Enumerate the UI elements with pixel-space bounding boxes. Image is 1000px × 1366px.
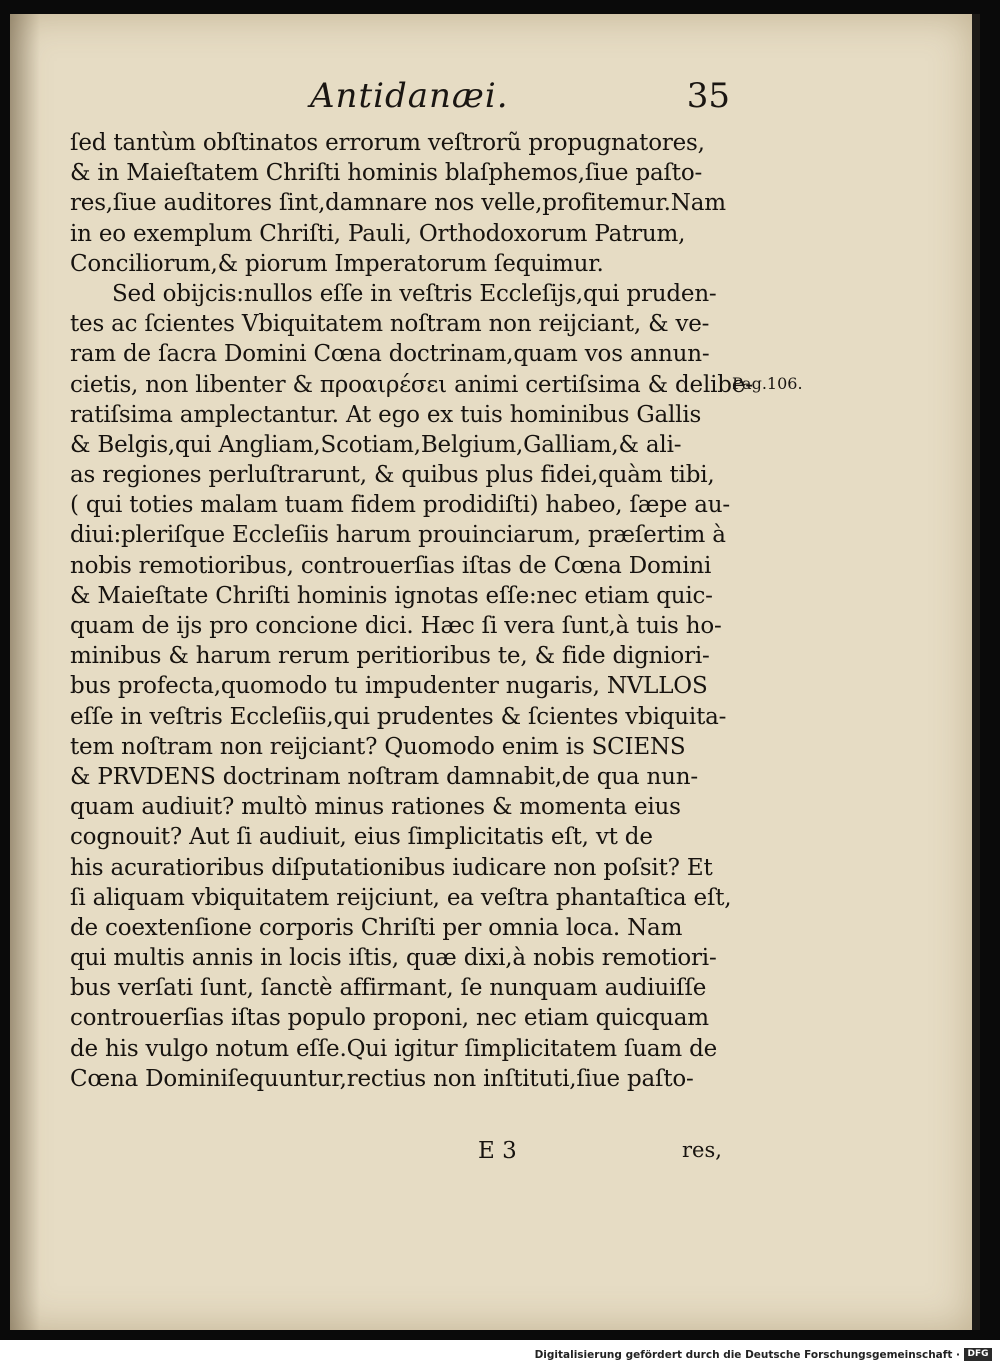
text-line: bus profecta,quomodo tu impudenter nugaris, NVLLOS xyxy=(70,673,708,700)
text-line: de coextenſione corporis Chriſti per omnia loca. Nam xyxy=(70,914,683,941)
text-line: res,ſiue auditores ſint,damnare nos velle,profitemur.Nam xyxy=(70,190,726,217)
text-line: controuerſias iſtas populo proponi, nec etiam quicquam xyxy=(70,1005,709,1032)
gutter-shadow xyxy=(10,14,40,1330)
catchword: res, xyxy=(682,1138,722,1162)
text-line: tes ac ſcientes Vbiquitatem noſtram non reijciant, & ve- xyxy=(70,311,710,338)
text-line: Sed obijcis:nullos eſſe in veſtris Eccleſijs,qui pruden- xyxy=(112,280,717,307)
text-line: quam audiuit? multò minus rationes & momenta eius xyxy=(70,794,681,821)
text-line: ram de ſacra Domini Cœna doctrinam,quam vos annun- xyxy=(70,341,710,368)
text-line: ſi aliquam vbiquitatem reijciunt, ea veſtra phantaſtica eſt, xyxy=(70,884,732,911)
text-line: diui:pleriſque Eccleſiis harum prouinciarum, præſertim à xyxy=(70,522,726,549)
text-line: nobis remotioribus, controuerſias iſtas de Cœna Domini xyxy=(70,552,712,579)
page-number: 35 xyxy=(686,76,730,116)
text-line: as regiones perluſtrarunt, & quibus plus fidei,quàm tibi, xyxy=(70,462,715,489)
body-text xyxy=(70,128,753,1094)
text-line: minibus & harum rerum peritioribus te, & fide digniori- xyxy=(70,643,710,670)
text-line: Conciliorum,& piorum Imperatorum ſequimur. xyxy=(70,250,604,277)
text-line: bus verſati ſunt, ſanctè affirmant, ſe nunquam audiuiſſe xyxy=(70,975,707,1002)
text-line: eſſe in veſtris Eccleſiis,qui prudentes & ſcientes vbiquita- xyxy=(70,703,727,730)
text-line: qui multis annis in locis iſtis, quæ dixi,à nobis remotiori- xyxy=(70,945,717,972)
dfg-logo-icon: DFG xyxy=(964,1348,992,1361)
page-edge xyxy=(972,14,980,1330)
text-line: ( qui toties malam tuam fidem prodidiſti) habeo, ſæpe au- xyxy=(70,492,730,519)
text-line: quam de ijs pro concione dici. Hæc ſi vera ſunt,à tuis ho- xyxy=(70,613,722,639)
text-line: his acuratioribus diſputationibus iudicare non poſsit? Et xyxy=(70,854,713,881)
footer-bar xyxy=(0,1340,1000,1366)
text-line: & in Maieſtatem Chriſti hominis blaſphemos,ſiue paſto- xyxy=(70,160,703,187)
running-head: Antidanæi. xyxy=(310,76,509,116)
text-line: cognouit? Aut ſi audiuit, eius ſimplicitatis eſt, vt de xyxy=(70,824,653,851)
text-line: & PRVDENS doctrinam noſtram damnabit,de qua nun- xyxy=(70,763,698,790)
text-line: Cœna Dominiſequuntur,rectius non inſtituti,ſiue paſto- xyxy=(70,1065,694,1092)
text-line: tem noſtram non reijciant? Quomodo enim is SCIENS xyxy=(70,733,686,760)
text-line: ratiſsima amplectantur. At ego ex tuis hominibus Gallis xyxy=(70,401,702,428)
signature-mark: E 3 xyxy=(478,1138,517,1164)
text-line: & Maieſtate Chriſti hominis ignotas eſſe:nec etiam quic- xyxy=(70,582,713,609)
text-line: ſed tantùm obſtinatos errorum veſtrorũ propugnatores, xyxy=(70,130,705,156)
text-line: in eo exemplum Chriſti, Pauli, Orthodoxorum Patrum, xyxy=(70,220,686,247)
text-line: cietis, non libenter & προαιρέσει animi certiſsima & delibe- xyxy=(70,371,753,398)
text-line: de his vulgo notum eſſe.Qui igitur ſimplicitatem ſuam de xyxy=(70,1035,718,1062)
footer-credit: Digitalisierung gefördert durch die Deutsche Forschungsgemeinschaft · xyxy=(534,1349,960,1361)
page-header xyxy=(70,76,730,126)
text-line: & Belgis,qui Angliam,Scotiam,Belgium,Galliam,& ali- xyxy=(70,431,682,458)
marginal-note: Pag.106. xyxy=(732,374,803,393)
